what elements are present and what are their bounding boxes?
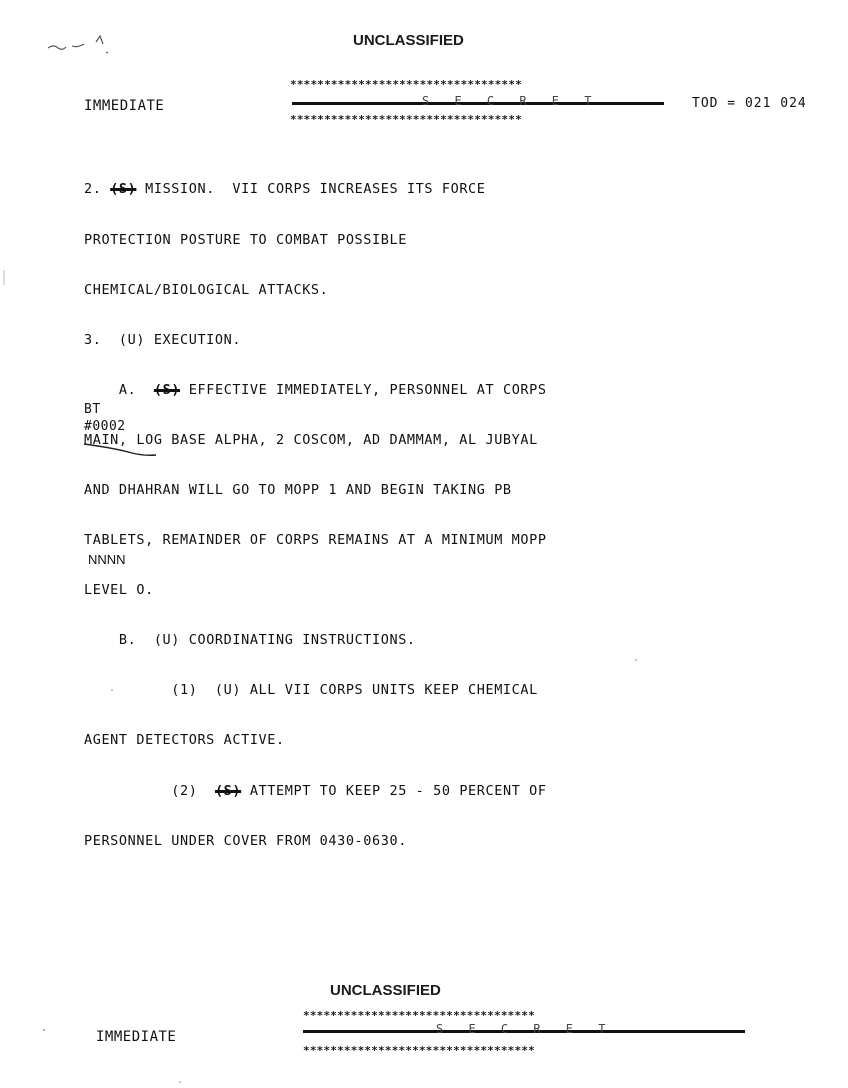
- bottom-classification: UNCLASSIFIED: [330, 982, 441, 999]
- classification-mark: (S): [110, 181, 137, 198]
- classification-mark: (S): [153, 381, 181, 398]
- footer-stars-top: **********************************: [303, 1009, 535, 1022]
- para-3-heading: 3. (U) EXECUTION.: [84, 331, 242, 348]
- para-a-line-5: LEVEL O.: [84, 582, 154, 599]
- bt-marker: BT: [84, 402, 101, 417]
- end-of-message: NNNN: [88, 552, 126, 567]
- para-b2-line-1: (2) (S) ATTEMPT TO KEEP 25 - 50 PERCENT OF: [171, 782, 547, 799]
- time-of-delivery: TOD = 021 024: [692, 96, 807, 111]
- para-a-line-3: AND DHAHRAN WILL GO TO MOPP 1 AND BEGIN TAKING PB: [84, 481, 512, 498]
- para-a-line-1: A. (S) EFFECTIVE IMMEDIATELY, PERSONNEL AT CORPS: [118, 381, 547, 398]
- para-b-heading: B. (U) COORDINATING INSTRUCTIONS.: [118, 632, 416, 649]
- footer-stars-bottom: **********************************: [303, 1044, 535, 1057]
- para-a-line-2: MAIN, LOG BASE ALPHA, 2 COSCOM, AD DAMMAM, AL JUBYAL: [84, 431, 538, 448]
- para-2-line-1: 2. (S) MISSION. VII CORPS INCREASES ITS FORCE: [84, 181, 486, 198]
- precedence-label: IMMEDIATE: [84, 98, 165, 114]
- secret-banner-stars-top: **********************************: [290, 78, 522, 91]
- classification-mark: (S): [214, 782, 242, 799]
- para-2-line-2: PROTECTION POSTURE TO COMBAT POSSIBLE: [84, 231, 407, 248]
- para-b1-line-1: (1) (U) ALL VII CORPS UNITS KEEP CHEMICAL: [171, 682, 538, 699]
- footer-secret-label: S E C R E T: [436, 1022, 615, 1036]
- secret-banner-label: S E C R E T: [422, 94, 601, 108]
- para-a-line-4: TABLETS, REMAINDER OF CORPS REMAINS AT A MINIMUM MOPP: [84, 532, 547, 549]
- top-classification: UNCLASSIFIED: [353, 32, 464, 49]
- footer-precedence-label: IMMEDIATE: [96, 1029, 177, 1045]
- para-b2-line-2: PERSONNEL UNDER COVER FROM 0430-0630.: [84, 832, 407, 849]
- message-number: #0002: [84, 419, 126, 434]
- secret-banner-stars-bottom: **********************************: [290, 113, 522, 126]
- para-b1-line-2: AGENT DETECTORS ACTIVE.: [84, 732, 285, 749]
- para-2-line-3: CHEMICAL/BIOLOGICAL ATTACKS.: [84, 281, 329, 298]
